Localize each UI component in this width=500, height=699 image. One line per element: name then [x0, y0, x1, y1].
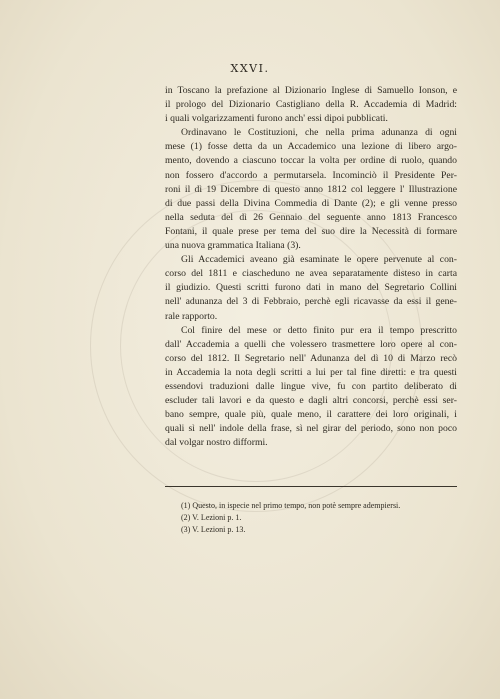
text-line: Ordinavano le Costituzioni, che nella prima adunanza di ogni — [181, 127, 457, 139]
text-line: bano sempre, quale più, quale meno, il carattere dei loro originali, i — [165, 409, 457, 421]
text-line: di due passi della Divina Commedia di Dante (2); e gli venne presso — [165, 197, 457, 209]
text-line: dall' Accademia a quelli che volessero trasmettere loro opere al con- — [165, 338, 457, 350]
footnote: (3) V. Lezioni p. 13. — [181, 525, 246, 534]
text-line: Gli Accademici aveano già esaminate le opere pervenute al con- — [181, 254, 457, 266]
footnotes — [181, 500, 457, 536]
text-line: i quali volgarizzamenti furono anch' essi dipoi pubblicati. — [165, 113, 388, 125]
text-line: corso del 1811 e ciascheduno ne avea separatamente disteso in carta — [165, 268, 457, 280]
text-line: corso del 1812. Il Segretario nell' Adunanza del dì 10 di Marzo recò — [165, 352, 457, 364]
text-line: non fossero d'accordo a permutarsela. Incominciò il Presidente Per- — [165, 169, 457, 181]
text-line: Fontani, il quale prese per tema del suo dire la Necessità di formare — [165, 225, 457, 237]
page-number: XXVI. — [230, 62, 270, 75]
text-line: Col finire del mese or detto finito pur era il tempo prescritto — [181, 324, 457, 336]
main-text — [165, 84, 457, 450]
footnote-divider — [165, 486, 457, 487]
text-line: mento, dovendo a ciascuno toccar la volta per ordine di ruolo, quando — [165, 155, 457, 167]
text-line: roni il dì 19 Dicembre di questo anno 1812 col leggere l' Illustrazione — [165, 183, 457, 195]
text-line: essendovi traduzioni dalle lingue vive, fu con partito deliberato di — [165, 380, 457, 392]
text-line: rale rapporto. — [165, 310, 218, 322]
text-line: quali sì nell' indole della frase, sì nel girar del periodo, sono non poco — [165, 423, 457, 435]
text-line: escluder tali lavori e da questo e dagli altri concorsi, perchè essi ser- — [165, 395, 457, 407]
text-line: in Toscano la prefazione al Dizionario Inglese di Samuello Ionson, e — [165, 85, 457, 96]
text-line: nell' adunanza del 3 di Febbraio, perchè egli ricavasse da essi il gene- — [165, 296, 457, 308]
text-line: il prologo del Dizionario Castigliano della R. Accademia di Madrid: — [165, 99, 457, 111]
footnote: (2) V. Lezioni p. 1. — [181, 513, 242, 522]
text-line: dal volgar nostro difformi. — [165, 437, 268, 449]
text-line: il giudizio. Questi scritti furono dati in mano del Segretario Collini — [165, 282, 457, 294]
footnote: (1) Questo, in ispecie nel primo tempo, non potè sempre adempiersi. — [181, 501, 401, 510]
text-line: in Accademia la nota degli scritti a lui per tal fine diretti: e tra questi — [165, 366, 457, 378]
text-line: una nuova grammatica Italiana (3). — [165, 240, 301, 252]
text-line: nella seduta del dì 26 Gennaio del seguente anno 1813 Francesco — [165, 211, 457, 223]
text-line: mese (1) fosse detta da un Accademico una lezione di libero argo- — [165, 141, 457, 153]
